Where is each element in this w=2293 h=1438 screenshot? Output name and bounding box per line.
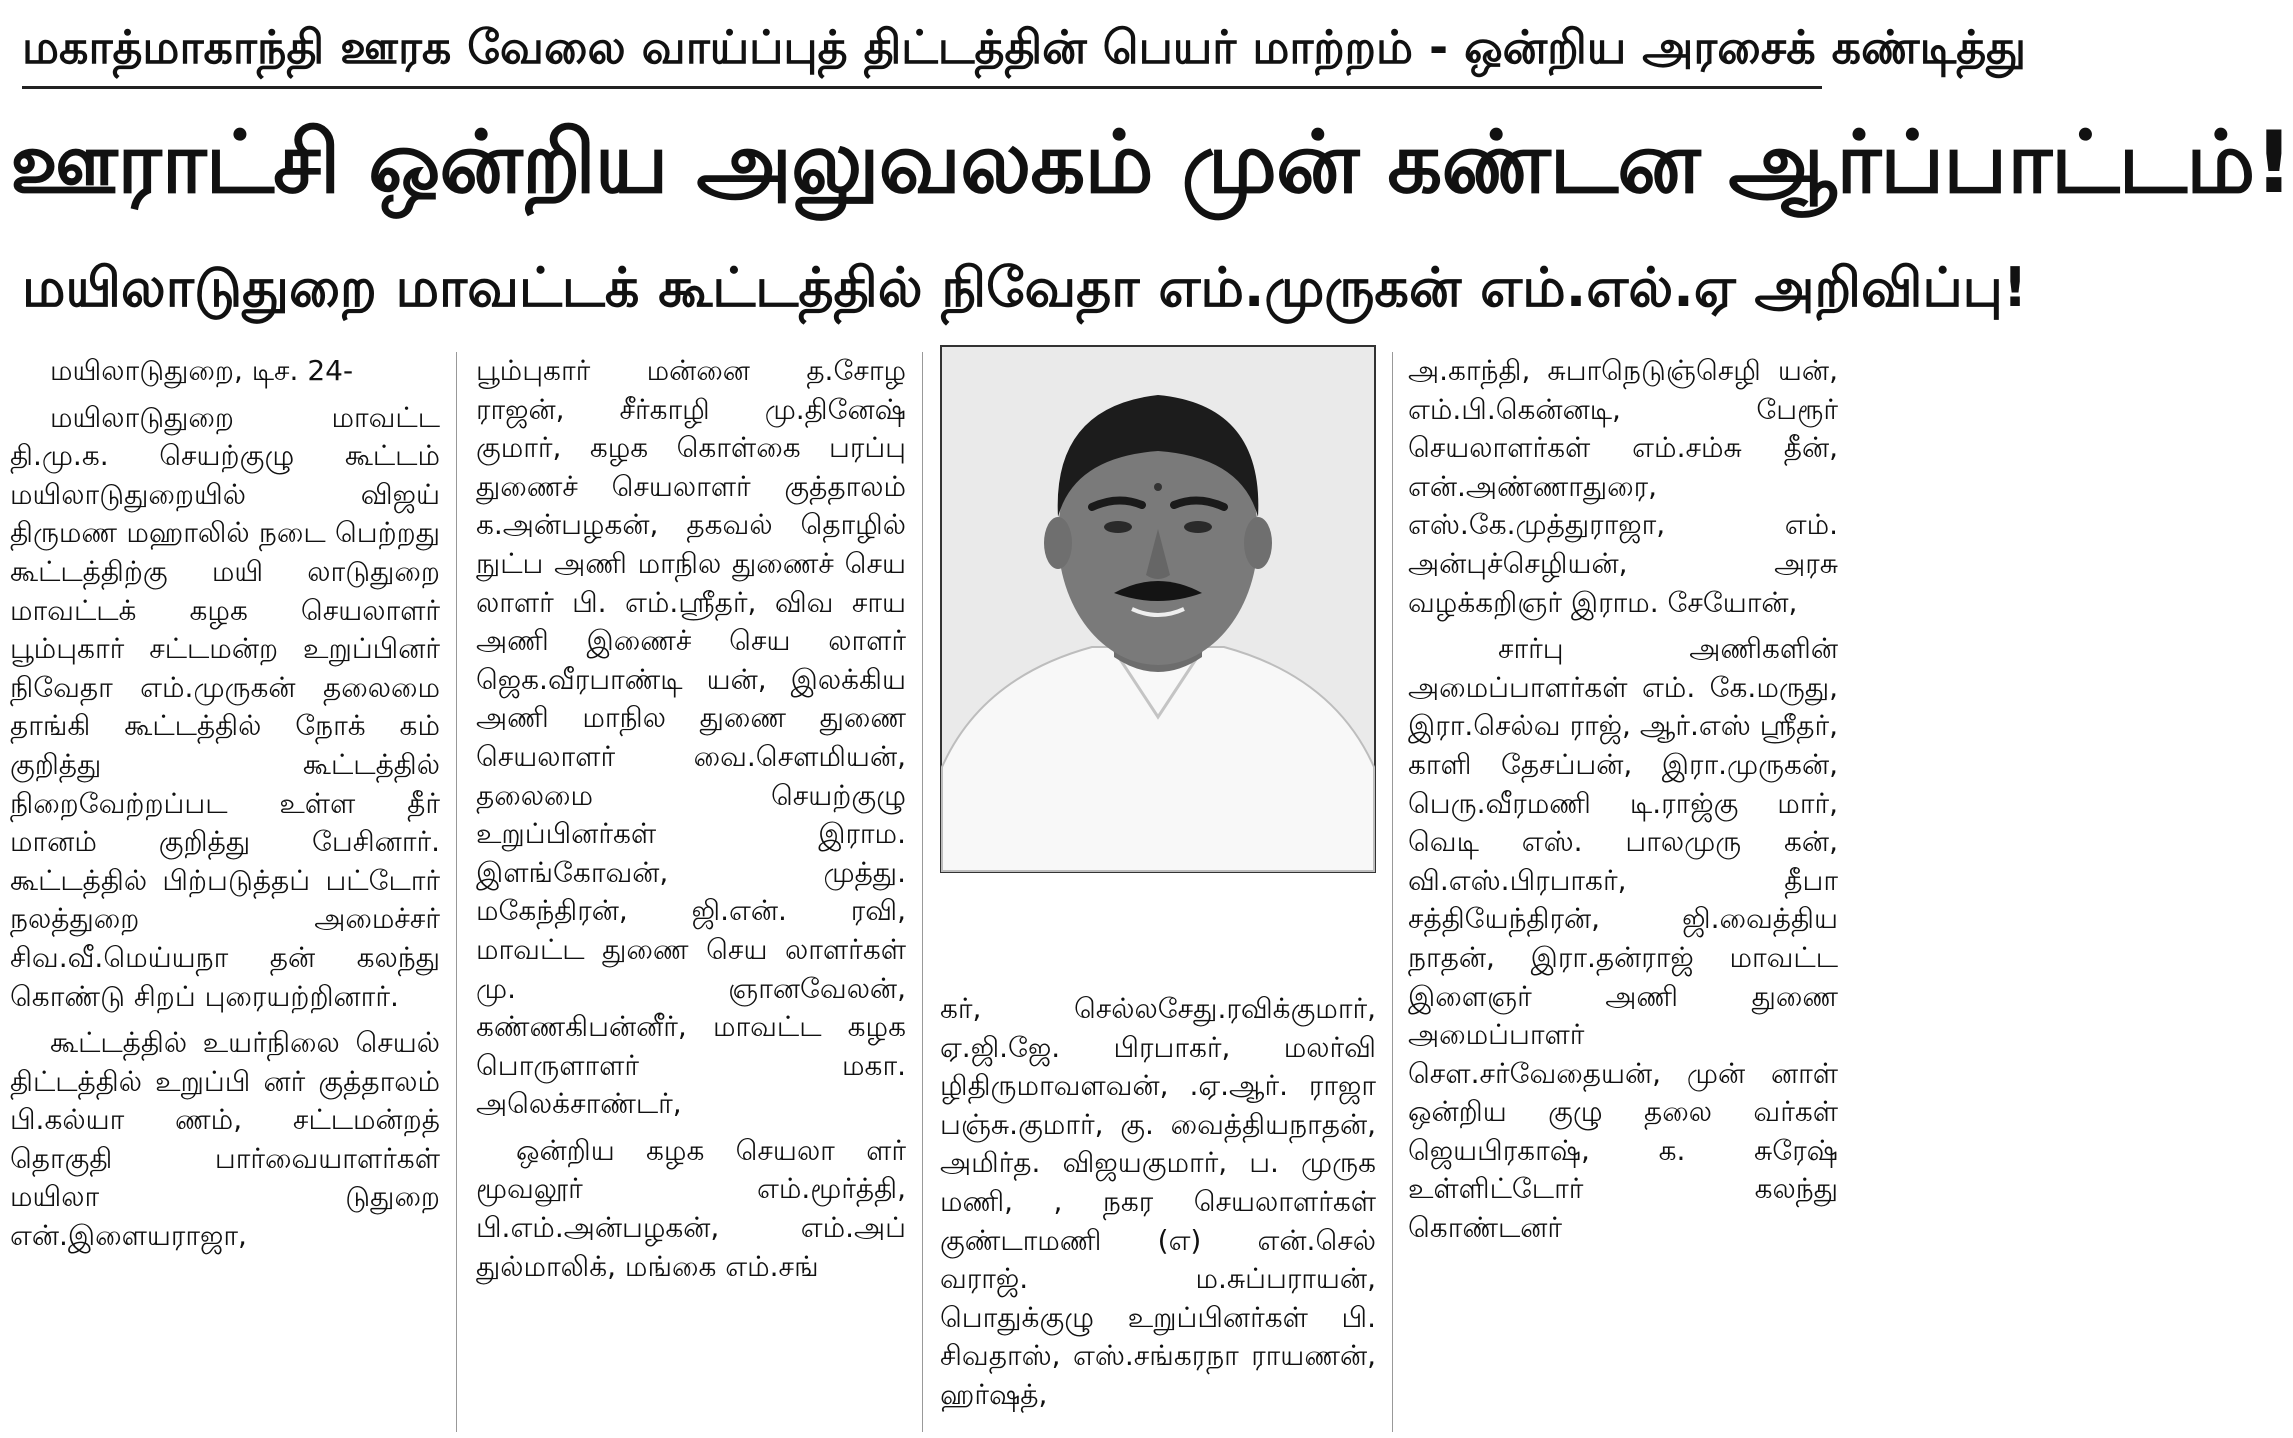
- column-divider: [1392, 352, 1393, 1432]
- paragraph: கர், செல்லசேது.ரவிக்குமார், ஏ.ஜி.ஜே. பிரபாகர், மலர்வி ழிதிருமாவளவன், .ஏ.ஆர். ராஜா பஞ்சு.குமார், கு. வைத்தியநாதன், அமிர்த. விஜயகுமார், ப. முருக மணி, , நகர செயலாளர்கள் குண்டாமணி (எ) என்.செல் வராஜ். ம.சுப்பராயன், பொதுக்குழு உறுப்பினர்கள் பி. சிவதாஸ், எஸ்.சங்கரநா ராயணன், ஹர்ஷத்,: [940, 992, 1376, 1411]
- paragraph: ஒன்றிய கழக செயலா ளர் மூவலூர் எம்.மூர்த்தி, பி.எம்.அன்பழகன், எம்.அப் துல்மாலிக், மங்கை எம்.சங்: [476, 1133, 906, 1283]
- article-column-3: [940, 990, 1376, 1438]
- dateline: மயிலாடுதுறை, டிச. 24-: [50, 354, 354, 387]
- column-divider: [922, 352, 923, 1432]
- portrait-photo: [940, 345, 1376, 873]
- paragraph: பூம்புகார் மன்னை த.சோழ ராஜன், சீர்காழி மு.தினேஷ் குமார், கழக கொள்கை பரப்பு துணைச் செயலாளர் குத்தாலம் க.அன்பழகன், தகவல் தொழில் நுட்ப அணி மாநில துணைச் செய லாளர் பி. எம்.ஸ்ரீதர், விவ சாய அணி இணைச் செய லாளர் ஜெக.வீரபாண்டி யன், இலக்கிய அணி மாநில துணை துணை செயலாளர் வை.சௌமியன், தலைமை செயற்குழு உறுப்பினர்கள் இராம. இளங்கோவன், முத்து. மகேந்திரன், ஜி.என். ரவி, மாவட்ட துணை செய லாளர்கள் மு. ஞானவேலன், கண்ணகிபன்னீர், மாவட்ட கழக பொருளாளர் மகா. அலெக்சாண்டர்,: [476, 354, 906, 1121]
- paragraph: அ.காந்தி, சுபாநெடுஞ்செழி யன், எம்.பி.கென்னடி, பேரூர் செயலாளர்கள் எம்.சம்சு தீன், என்.அண்ணாதுரை, எஸ்.கே.முத்துராஜா, எம். அன்புச்செழியன், அரசு வழக்கறிஞர் இராம. சேயோன்,: [1408, 354, 1838, 619]
- portrait-illustration: [942, 347, 1374, 871]
- headline: ஊராட்சி ஒன்றிய அலுவலகம் முன் கண்டன ஆர்ப்பாட்டம்!: [10, 113, 2293, 213]
- paragraph: கூட்டத்தில் உயர்நிலை செயல் திட்டத்தில் உறுப்பி னர் குத்தாலம் பி.கல்யா ணம், சட்டமன்றத் தொகுதி பார்வையாளர்கள் மயிலா டுதுறை என்.இளையராஜா,: [10, 1026, 440, 1253]
- article-column-1: [10, 352, 440, 1438]
- paragraph: சார்பு அணிகளின் அமைப்பாளர்கள் எம். கே.மருது, இரா.செல்வ ராஜ், ஆர்.எஸ் ஸ்ரீதர், காளி தேசப்பன், இரா.முருகன், பெரு.வீரமணி டி.ராஜ்கு மார், வெடி எஸ். பாலமுரு கன், வி.எஸ்.பிரபாகர், தீபா சத்தியேந்திரன், ஜி.வைத்திய நாதன், இரா.தன்ராஜ் மாவட்ட இளைஞர் அணி துணை அமைப்பாளர் சௌ.சர்வேதையன், முன் னாள் ஒன்றிய குழு தலை வர்கள் ஜெயபிரகாஷ், க. சுரேஷ் உள்ளிட்டோர் கலந்து கொண்டனர்: [1408, 632, 1838, 1245]
- article-column-2: [476, 352, 906, 1438]
- kicker-rule: [22, 86, 1822, 89]
- paragraph: மயிலாடுதுறை மாவட்ட தி.மு.க. செயற்குழு கூட்டம் மயிலாடுதுறையில் விஜய் திருமண மஹாலில் நடை பெற்றது கூட்டத்திற்கு மயி லாடுதுறை மாவட்டக் கழக செயலாளர் பூம்புகார் சட்டமன்ற உறுப்பினர் நிவேதா எம்.முருகன் தலைமை தாங்கி கூட்டத்தில் நோக் கம் குறித்து கூட்டத்தில் நிறைவேற்றப்பட உள்ள தீர் மானம் குறித்து பேசினார். கூட்டத்தில் பிற்படுத்தப் பட்டோர் நலத்துறை அமைச்சர் சிவ.வீ.மெய்யநா தன் கலந்து கொண்டு சிறப் புரையற்றினார்.: [10, 400, 440, 1013]
- subheadline: மயிலாடுதுறை மாவட்டக் கூட்டத்தில் நிவேதா எம்.முருகன் எம்.எல்.ஏ அறிவிப்பு!: [22, 256, 2028, 319]
- kicker-line: மகாத்மாகாந்தி ஊரக வேலை வாய்ப்புத் திட்டத்தின் பெயர் மாற்றம் - ஒன்றிய அரசைக் கண்டித்து: [22, 20, 2027, 74]
- article-column-4: [1408, 352, 1838, 1438]
- column-divider: [456, 352, 457, 1432]
